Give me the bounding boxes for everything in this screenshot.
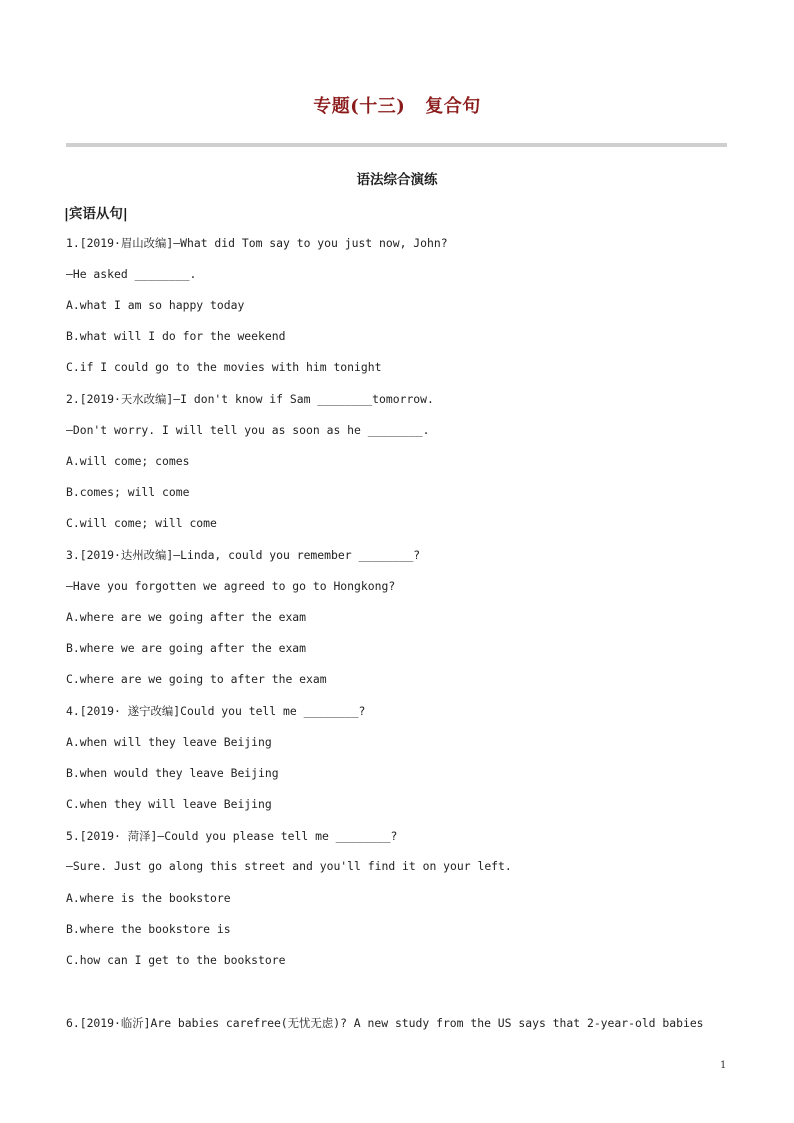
question-1-option-c: C.if I could go to the movies with him tonight — [66, 360, 382, 374]
question-6-stem: 6.[2019·临沂]Are babies carefree(无忧无虑)? A new study from the US says that 2-year-old babies — [66, 1016, 704, 1030]
question-3-option-b: B.where we are going after the exam — [66, 641, 307, 655]
question-2-dialog: —Don't worry. I will tell you as soon as he ________. — [66, 423, 430, 437]
header-divider — [66, 143, 727, 147]
question-1-stem: 1.[2019·眉山改编]—What did Tom say to you just now, John? — [66, 236, 448, 250]
question-2-stem: 2.[2019·天水改编]—I don't know if Sam ________tomorrow. — [66, 392, 434, 406]
question-4-option-b: B.when would they leave Beijing — [66, 766, 279, 780]
section-label: |宾语从句| — [64, 206, 128, 222]
section-subtitle: 语法综合演练 — [356, 172, 438, 188]
title-topic-name: 复合句 — [425, 96, 481, 117]
question-4-option-c: C.when they will leave Beijing — [66, 797, 272, 811]
question-5-dialog: —Sure. Just go along this street and you'll find it on your left. — [66, 859, 512, 873]
question-5-option-c: C.how can I get to the bookstore — [66, 953, 286, 967]
question-3-stem: 3.[2019·达州改编]—Linda, could you remember ________? — [66, 548, 421, 562]
question-3-option-c: C.where are we going to after the exam — [66, 672, 327, 686]
question-2-option-a: A.will come; comes — [66, 454, 190, 468]
page-number: 1 — [720, 1060, 727, 1071]
title-topic-number: 专题(十三) — [313, 96, 406, 117]
question-2-option-c: C.will come; will come — [66, 516, 217, 530]
question-1-dialog: —He asked ________. — [66, 267, 197, 281]
question-4-option-a: A.when will they leave Beijing — [66, 735, 272, 749]
question-5-stem: 5.[2019· 菏泽]—Could you please tell me ________? — [66, 829, 398, 843]
page-title — [0, 92, 794, 118]
question-3-dialog: —Have you forgotten we agreed to go to Hongkong? — [66, 579, 396, 593]
question-5-option-a: A.where is the bookstore — [66, 891, 231, 905]
question-3-option-a: A.where are we going after the exam — [66, 610, 307, 624]
question-4-stem: 4.[2019· 遂宁改编]Could you tell me ________? — [66, 704, 366, 718]
question-1-option-b: B.what will I do for the weekend — [66, 329, 286, 343]
question-5-option-b: B.where the bookstore is — [66, 922, 231, 936]
question-1-option-a: A.what I am so happy today — [66, 298, 245, 312]
question-2-option-b: B.comes; will come — [66, 485, 190, 499]
